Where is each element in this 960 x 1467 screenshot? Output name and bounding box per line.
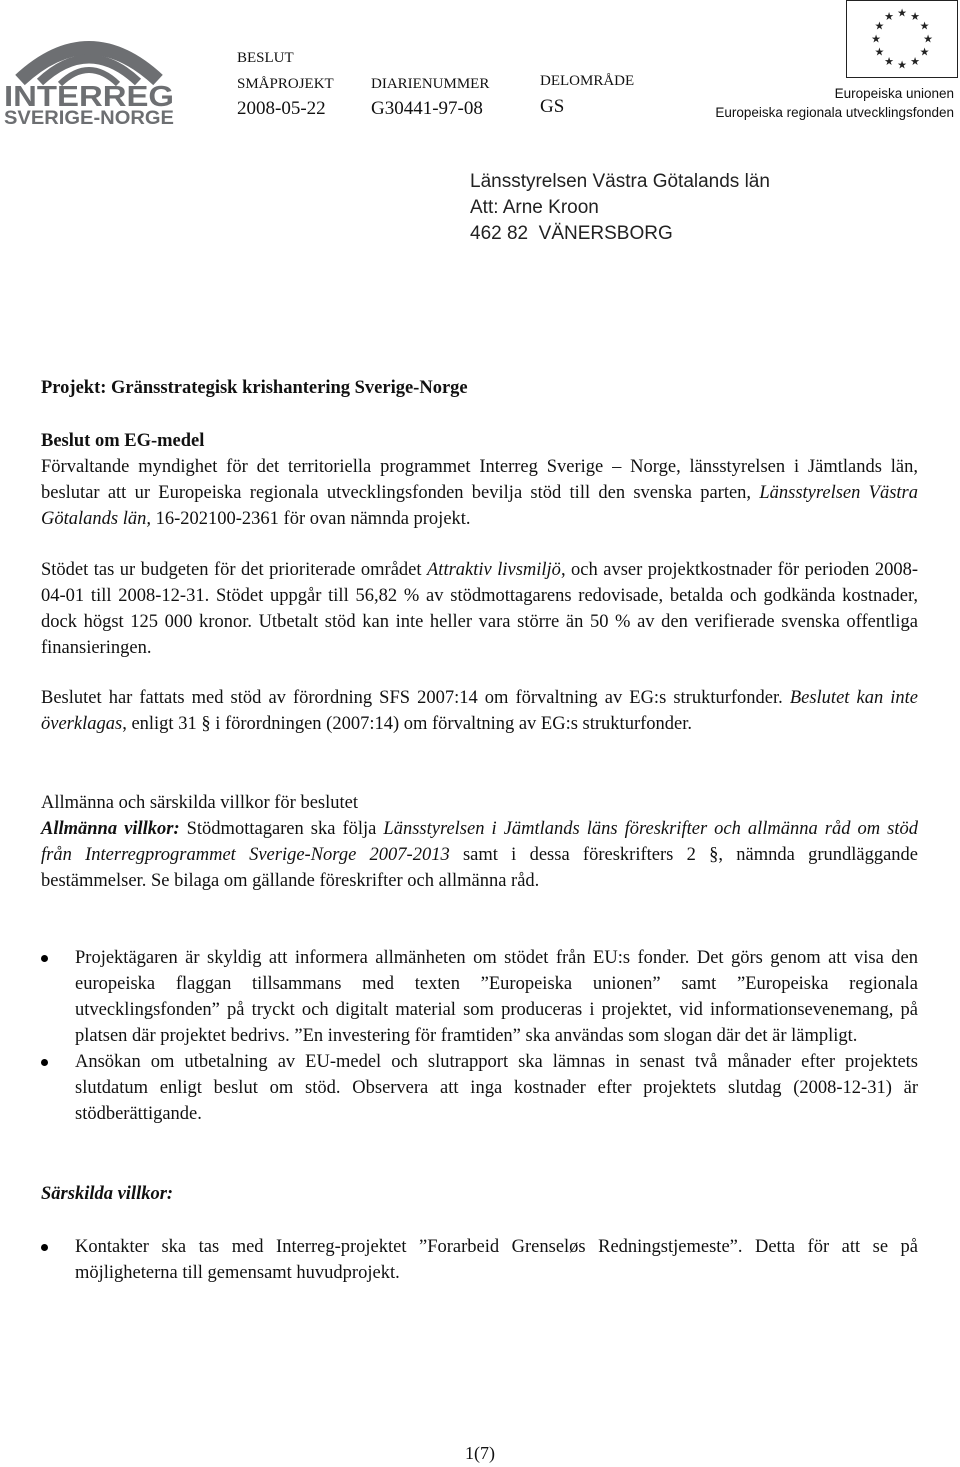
list-item	[41, 945, 918, 1049]
general-conditions-list	[41, 945, 918, 1127]
star-icon: ★	[923, 33, 933, 46]
list-item-text: Projektägaren är skyldig att informera allmänheten om stödet från EU:s fonder. Det görs genom att visa den europeiska flaggan tillsammans med texten ”Europeiska unionen” samt ”Europeiska regionala utvecklingsfonden” på tryckt och digitalt material som produceras i projektet, vid informationsevenemang, på platsen där projektet bedrivs. ”En investering för framtiden” ska användas som slogan där det är lämpligt.	[75, 948, 918, 1046]
general-conditions-label: Allmänna villkor:	[41, 819, 180, 839]
general-text-italic: Länsstyrelsen i Jämtlands läns föreskrifter och allmänna råd om stöd från Interregprogrammet Sverige-Norge 2007-2013	[41, 819, 918, 865]
interreg-logo	[0, 18, 178, 124]
star-icon: ★	[919, 20, 930, 33]
general-text-a: Stödmottagaren ska följa	[179, 819, 384, 839]
p2-text-b: , och avser projektkostnader för perioden 2008-04-01 till 2008-12-31. Stödet uppgår till 56,82 % av stödmottagarens redovisade, betalda och godkända kostnader, dock högst 125 000 kronor. Utbetalt stöd kan inte heller vara större än 50 % av den verifierade svenska offentliga finansieringen.	[41, 560, 918, 658]
star-icon: ★	[919, 46, 930, 59]
list-item	[41, 1049, 918, 1127]
delomrade-label: DELOMRÅDE	[540, 73, 635, 89]
bullet-icon	[41, 955, 48, 962]
star-icon: ★	[884, 10, 894, 23]
special-conditions-list	[41, 1234, 918, 1286]
general-text-b: samt i dessa föreskrifters 2 §, nämnda grundläggande bestämmelser. Se bilaga om gällande föreskrifter och allmänna råd.	[41, 845, 918, 891]
p3-text-b: , enligt 31 § i förordningen (2007:14) om förvaltning av EG:s strukturfonder.	[122, 714, 692, 734]
decision-heading: Beslut om EG-medel	[41, 431, 205, 451]
beslut-label	[237, 48, 294, 68]
decision-section	[41, 428, 918, 532]
star-icon: ★	[910, 10, 920, 23]
diarienummer-label: DIARIENUMMER	[371, 76, 490, 92]
diarienummer-value: G30441-97-08	[371, 98, 483, 119]
list-item-text: Kontakter ska tas med Interreg-projektet ”Forarbeid Grenseløs Redningstjemeste”. Detta för att se på möjligheterna till gemensamt huvudprojekt.	[75, 1237, 918, 1283]
conditions-heading: Allmänna och särskilda villkor för beslutet	[41, 793, 358, 813]
address-line2: Att: Arne Kroon	[470, 197, 599, 218]
bullet-icon	[41, 1059, 48, 1066]
logo-line1: INTERREG	[4, 81, 174, 113]
eu-caption	[715, 84, 954, 122]
logo-line2: SVERIGE-NORGE	[4, 108, 174, 124]
address-line3: 462 82 VÄNERSBORG	[470, 223, 673, 244]
conditions-section	[41, 790, 918, 894]
p1-text-b: 16-202100-2361 för ovan nämnda projekt.	[150, 509, 471, 529]
p2-text-italic: Attraktiv livsmiljö	[427, 560, 561, 580]
smaprojekt-label: SMÅPROJEKT	[237, 76, 334, 92]
p1-text-italic: Länsstyrelsen Västra Götalands län,	[41, 483, 919, 529]
recipient-address	[470, 169, 770, 247]
budget-paragraph	[41, 557, 918, 661]
p1-text-a: Förvaltande myndighet för det territoriella programmet Interreg Sverige – Norge, länsstyrelsen i Jämtlands län, beslutar att ur Europeiska regionala utvecklingsfonden bevilja stöd till den svenska parten,	[41, 457, 918, 503]
address-line1: Länsstyrelsen Västra Götalands län	[470, 171, 770, 192]
eu-line1: Europeiska unionen	[834, 86, 954, 101]
beslut-text: BESLUT	[237, 50, 294, 66]
general-conditions-paragraph	[41, 816, 918, 894]
star-icon: ★	[874, 46, 885, 59]
star-icon: ★	[874, 20, 885, 33]
project-title: Projekt: Gränsstrategisk krishantering Sverige-Norge	[41, 378, 468, 398]
star-icon: ★	[910, 56, 920, 69]
p2-text-a: Stödet tas ur budgeten för det prioriterade området	[41, 560, 427, 580]
decision-paragraph	[41, 454, 918, 532]
legal-paragraph	[41, 685, 918, 737]
star-icon: ★	[897, 7, 907, 20]
delomrade-value: GS	[540, 96, 565, 117]
eu-flag-icon	[846, 0, 958, 78]
star-icon: ★	[871, 33, 881, 46]
eu-line2: Europeiska regionala utvecklingsfonden	[715, 105, 954, 120]
special-conditions-heading: Särskilda villkor:	[41, 1184, 174, 1204]
bullet-icon	[41, 1244, 48, 1251]
star-icon: ★	[884, 56, 894, 69]
decision-date: 2008-05-22	[237, 98, 326, 119]
star-icon: ★	[897, 59, 907, 72]
list-item-text: Ansökan om utbetalning av EU-medel och slutrapport ska lämnas in senast två månader efter projektets slutdatum enligt beslut om stöd. Observera att inga kostnader efter projektets slutdag (2008-12-31) är stödberättigande.	[75, 1052, 918, 1124]
list-item	[41, 1234, 918, 1286]
page-number: 1(7)	[465, 1443, 495, 1463]
p3-text-italic: Beslutet kan inte överklagas	[41, 688, 918, 734]
p3-text-a: Beslutet har fattats med stöd av förordning SFS 2007:14 om förvaltning av EG:s strukturfonder.	[41, 688, 790, 708]
